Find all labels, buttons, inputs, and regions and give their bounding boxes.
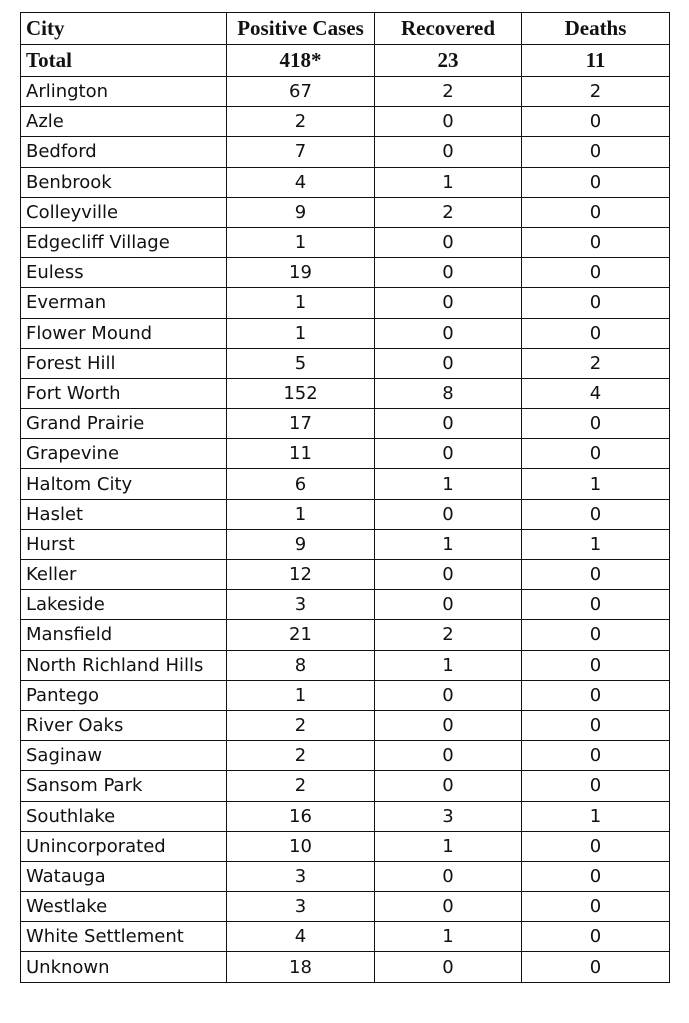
positive-cases-cell: 4 xyxy=(227,922,375,952)
recovered-cell: 0 xyxy=(375,710,522,740)
city-cell: North Richland Hills xyxy=(21,650,227,680)
deaths-cell: 0 xyxy=(522,227,670,257)
deaths-cell: 0 xyxy=(522,499,670,529)
table-row xyxy=(21,499,670,529)
city-cell: Keller xyxy=(21,560,227,590)
total-row xyxy=(21,45,670,77)
deaths-cell: 0 xyxy=(522,197,670,227)
city-cell: White Settlement xyxy=(21,922,227,952)
city-cell: Azle xyxy=(21,107,227,137)
city-cell: Haltom City xyxy=(21,469,227,499)
table-body xyxy=(21,45,670,983)
deaths-cell: 0 xyxy=(522,288,670,318)
recovered-cell: 0 xyxy=(375,560,522,590)
positive-cases-cell: 9 xyxy=(227,197,375,227)
deaths-cell: 0 xyxy=(522,710,670,740)
city-cell: Bedford xyxy=(21,137,227,167)
header-deaths: Deaths xyxy=(522,13,670,45)
table-row xyxy=(21,620,670,650)
table-row xyxy=(21,771,670,801)
positive-cases-cell: 11 xyxy=(227,439,375,469)
city-cell: Southlake xyxy=(21,801,227,831)
deaths-cell: 0 xyxy=(522,892,670,922)
positive-cases-cell: 1 xyxy=(227,680,375,710)
positive-cases-cell: 2 xyxy=(227,107,375,137)
table-row xyxy=(21,922,670,952)
positive-cases-cell: 67 xyxy=(227,77,375,107)
table-row xyxy=(21,801,670,831)
positive-cases-cell: 152 xyxy=(227,378,375,408)
table-row xyxy=(21,861,670,891)
recovered-cell: 1 xyxy=(375,831,522,861)
header-recovered: Recovered xyxy=(375,13,522,45)
total-label: Total xyxy=(21,45,227,77)
table-row xyxy=(21,288,670,318)
table-row xyxy=(21,529,670,559)
table-row xyxy=(21,107,670,137)
city-cell: Forest Hill xyxy=(21,348,227,378)
deaths-cell: 0 xyxy=(522,680,670,710)
city-cell: Hurst xyxy=(21,529,227,559)
positive-cases-cell: 12 xyxy=(227,560,375,590)
positive-cases-cell: 2 xyxy=(227,771,375,801)
deaths-cell: 0 xyxy=(522,650,670,680)
positive-cases-cell: 19 xyxy=(227,258,375,288)
header-row xyxy=(21,13,670,45)
table-row xyxy=(21,560,670,590)
city-cell: River Oaks xyxy=(21,710,227,740)
table-row xyxy=(21,439,670,469)
deaths-cell: 1 xyxy=(522,801,670,831)
deaths-cell: 4 xyxy=(522,378,670,408)
city-cell: Mansfield xyxy=(21,620,227,650)
city-cell: Colleyville xyxy=(21,197,227,227)
recovered-cell: 0 xyxy=(375,227,522,257)
deaths-cell: 0 xyxy=(522,620,670,650)
deaths-cell: 0 xyxy=(522,318,670,348)
deaths-cell: 0 xyxy=(522,409,670,439)
positive-cases-cell: 18 xyxy=(227,952,375,982)
positive-cases-cell: 2 xyxy=(227,741,375,771)
city-cell: Unincorporated xyxy=(21,831,227,861)
table-row xyxy=(21,409,670,439)
city-cell: Euless xyxy=(21,258,227,288)
positive-cases-cell: 1 xyxy=(227,288,375,318)
city-cell: Arlington xyxy=(21,77,227,107)
table-row xyxy=(21,167,670,197)
recovered-cell: 0 xyxy=(375,680,522,710)
covid-cases-table xyxy=(20,12,670,983)
positive-cases-cell: 1 xyxy=(227,227,375,257)
table-row xyxy=(21,952,670,982)
recovered-cell: 0 xyxy=(375,892,522,922)
city-cell: Unknown xyxy=(21,952,227,982)
recovered-cell: 0 xyxy=(375,288,522,318)
recovered-cell: 1 xyxy=(375,650,522,680)
city-cell: Watauga xyxy=(21,861,227,891)
city-cell: Pantego xyxy=(21,680,227,710)
city-cell: Grand Prairie xyxy=(21,409,227,439)
deaths-cell: 0 xyxy=(522,771,670,801)
table-row xyxy=(21,197,670,227)
positive-cases-cell: 16 xyxy=(227,801,375,831)
deaths-cell: 0 xyxy=(522,952,670,982)
table-row xyxy=(21,892,670,922)
recovered-cell: 1 xyxy=(375,529,522,559)
city-cell: Edgecliff Village xyxy=(21,227,227,257)
city-cell: Flower Mound xyxy=(21,318,227,348)
deaths-cell: 0 xyxy=(522,741,670,771)
total-deaths: 11 xyxy=(522,45,670,77)
city-cell: Grapevine xyxy=(21,439,227,469)
recovered-cell: 0 xyxy=(375,107,522,137)
city-cell: Sansom Park xyxy=(21,771,227,801)
deaths-cell: 2 xyxy=(522,348,670,378)
positive-cases-cell: 4 xyxy=(227,167,375,197)
total-recovered: 23 xyxy=(375,45,522,77)
city-cell: Saginaw xyxy=(21,741,227,771)
recovered-cell: 0 xyxy=(375,952,522,982)
table-row xyxy=(21,590,670,620)
positive-cases-cell: 9 xyxy=(227,529,375,559)
table-row xyxy=(21,378,670,408)
table-header xyxy=(21,13,670,45)
table-row xyxy=(21,831,670,861)
total-cases: 418* xyxy=(227,45,375,77)
table-row xyxy=(21,318,670,348)
recovered-cell: 0 xyxy=(375,318,522,348)
recovered-cell: 0 xyxy=(375,137,522,167)
recovered-cell: 8 xyxy=(375,378,522,408)
deaths-cell: 2 xyxy=(522,77,670,107)
deaths-cell: 0 xyxy=(522,137,670,167)
positive-cases-cell: 3 xyxy=(227,590,375,620)
table-row xyxy=(21,469,670,499)
deaths-cell: 0 xyxy=(522,922,670,952)
deaths-cell: 0 xyxy=(522,861,670,891)
deaths-cell: 0 xyxy=(522,439,670,469)
positive-cases-cell: 8 xyxy=(227,650,375,680)
recovered-cell: 0 xyxy=(375,590,522,620)
table-row xyxy=(21,741,670,771)
header-city: City xyxy=(21,13,227,45)
deaths-cell: 1 xyxy=(522,529,670,559)
positive-cases-cell: 2 xyxy=(227,710,375,740)
recovered-cell: 2 xyxy=(375,197,522,227)
positive-cases-cell: 7 xyxy=(227,137,375,167)
recovered-cell: 0 xyxy=(375,439,522,469)
city-cell: Everman xyxy=(21,288,227,318)
table-row xyxy=(21,680,670,710)
deaths-cell: 0 xyxy=(522,167,670,197)
city-cell: Lakeside xyxy=(21,590,227,620)
positive-cases-cell: 6 xyxy=(227,469,375,499)
positive-cases-cell: 3 xyxy=(227,861,375,891)
deaths-cell: 0 xyxy=(522,258,670,288)
positive-cases-cell: 10 xyxy=(227,831,375,861)
positive-cases-cell: 17 xyxy=(227,409,375,439)
recovered-cell: 2 xyxy=(375,77,522,107)
recovered-cell: 0 xyxy=(375,861,522,891)
table-row xyxy=(21,77,670,107)
deaths-cell: 0 xyxy=(522,590,670,620)
table-row xyxy=(21,650,670,680)
positive-cases-cell: 5 xyxy=(227,348,375,378)
deaths-cell: 1 xyxy=(522,469,670,499)
city-cell: Benbrook xyxy=(21,167,227,197)
positive-cases-cell: 1 xyxy=(227,499,375,529)
positive-cases-cell: 1 xyxy=(227,318,375,348)
positive-cases-cell: 3 xyxy=(227,892,375,922)
city-cell: Haslet xyxy=(21,499,227,529)
recovered-cell: 0 xyxy=(375,771,522,801)
table-row xyxy=(21,227,670,257)
recovered-cell: 0 xyxy=(375,348,522,378)
recovered-cell: 1 xyxy=(375,922,522,952)
recovered-cell: 3 xyxy=(375,801,522,831)
city-cell: Westlake xyxy=(21,892,227,922)
table-row xyxy=(21,258,670,288)
deaths-cell: 0 xyxy=(522,107,670,137)
table-row xyxy=(21,348,670,378)
table-row xyxy=(21,137,670,167)
deaths-cell: 0 xyxy=(522,560,670,590)
recovered-cell: 2 xyxy=(375,620,522,650)
header-positive-cases: Positive Cases xyxy=(227,13,375,45)
recovered-cell: 1 xyxy=(375,167,522,197)
recovered-cell: 0 xyxy=(375,258,522,288)
table-row xyxy=(21,710,670,740)
recovered-cell: 0 xyxy=(375,741,522,771)
recovered-cell: 0 xyxy=(375,409,522,439)
recovered-cell: 1 xyxy=(375,469,522,499)
city-cell: Fort Worth xyxy=(21,378,227,408)
recovered-cell: 0 xyxy=(375,499,522,529)
positive-cases-cell: 21 xyxy=(227,620,375,650)
deaths-cell: 0 xyxy=(522,831,670,861)
